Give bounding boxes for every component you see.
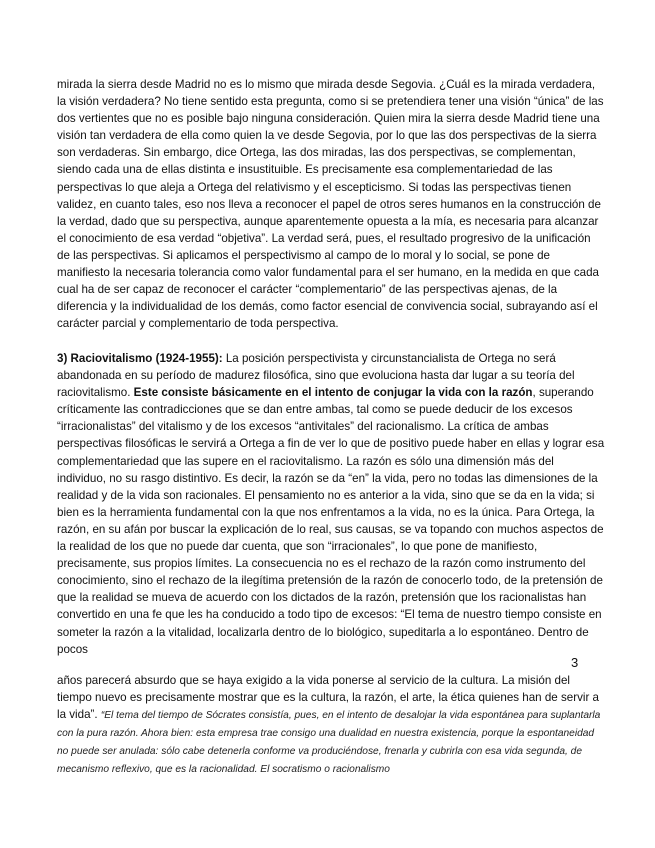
page-number: 3: [571, 655, 579, 670]
paragraph-text: años parecerá absurdo que se haya exigido a la vida ponerse al servicio de la cultura. La misión del tiempo nuevo es precisamente mostrar que es la cultura, la razón, el arte, la ética quienes han de servir a la vida”.: [57, 674, 599, 722]
paragraph-continuation: [57, 672, 605, 779]
italic-quote: “El tema del tiempo de Sócrates consistía, pues, en el intento de desalojar la vida espontánea para suplantarla con la pura razón. Ahora bien: esta empresa trae consigo una dualidad en nuestra existencia, porque la espontaneidad no puede ser anulada: sólo cabe detenerla conforme va produciéndose, frenarla y cubrirla con esa vida segunda, de mecanismo reflexivo, que es la racionalidad. El socratismo o racionalismo: [57, 710, 601, 776]
paragraph-raciovitalismo: [57, 350, 605, 658]
paragraph-perspectivism: mirada la sierra desde Madrid no es lo mismo que mirada desde Segovia. ¿Cuál es la mirada verdadera, la visión verdadera? No tiene sentido esta pregunta, como si se pretendiera tener una visión “única” de las dos vertientes que no es posible bajo ninguna consideración. Quien mira la sierra desde Madrid tiene una visión tan verdadera de ella como quien la ve desde Segovia, por lo que las dos perspectivas de la sierra son verdaderas. Sin embargo, dice Ortega, las dos miradas, las dos perspectivas, se complementan, siendo cada una de ellas distinta e insustituible. Es precisamente esa complementariedad de las perspectivas lo que aleja a Ortega del relativismo y el escepticismo. Si todas las perspectivas tienen validez, en cuanto tales, eso nos lleva a reconocer el papel de otros seres humanos en la construcción de la verdad, dado que su perspectiva, aunque aparentemente opuesta a la mía, es necesaria para alcanzar el conocimiento de esa verdad “objetiva”. La verdad será, pues, el resultado progresivo de la unificación de las perspectivas. Si aplicamos el perspectivismo al campo de lo moral y lo social, se pone de manifiesto la necesaria tolerancia como valor fundamental para el ser humano, en la medida en que cada cual ha de ser capaz de reconocer el carácter “complementario” de las perspectivas ajenas, de la diferencia y la individualidad de los demás, como factor esencial de convivencia social, subrayando así el carácter parcial y complementario de toda perspectiva.: [57, 78, 604, 331]
section-heading: 3) Raciovitalismo (1924-1955):: [57, 352, 223, 365]
bold-sentence: Este consiste básicamente en el intento de conjugar la vida con la razón: [133, 386, 533, 400]
paragraph-text: La posición perspectivista y circunstancialista de Ortega no será abandonada en su período de madurez filosófica, sino que evoluciona hasta dar lugar a su teoría del raciovitalismo.: [57, 352, 575, 400]
paragraph-text: , superando críticamente las contradicciones que se dan entre ambas, tal como se puede deducir de los excesos “irracionalistas” del vitalismo y de los excesos “antivitales” del racionalismo. La crítica de ambas perspectivas filosóficas le servirá a Ortega a fin de ver lo que de positivo puede haber en ellas y lograr esa complementariedad que las supere en el raciovitalismo. La razón es sólo una dimensión más del individuo, no su rasgo distintivo. Es decir, la razón se da “en” la vida, pero no todas las dimensiones de la realidad y de la vida son racionales. El pensamiento no es anterior a la vida, sino que se da en la vida; si bien es la herramienta fundamental con la que nos enfrentamos a la vida, no es la única. Para Ortega, la razón, en su afán por buscar la explicación de lo real, sus causas, se va topando con muchos aspectos de la realidad de los que no puede dar cuenta, que son “irracionales”, lo que pone de manifiesto, precisamente, sus propios límites. La consecuencia no es el rechazo de la razón como instrumento del conocimiento, sino el rechazo de la ilegítima pretensión de la razón de conocerlo todo, de la pretensión de que la realidad se mueva de acuerdo con los dictados de la razón, pretensión que los racionalistas han convertido en una fe que les ha conducido a todo tipo de excesos: “El tema de nuestro tiempo consiste en someter la razón a la vitalidad, localizarla dentro de lo biológico, supeditarla a lo espontáneo. Dentro de pocos: [57, 386, 605, 656]
